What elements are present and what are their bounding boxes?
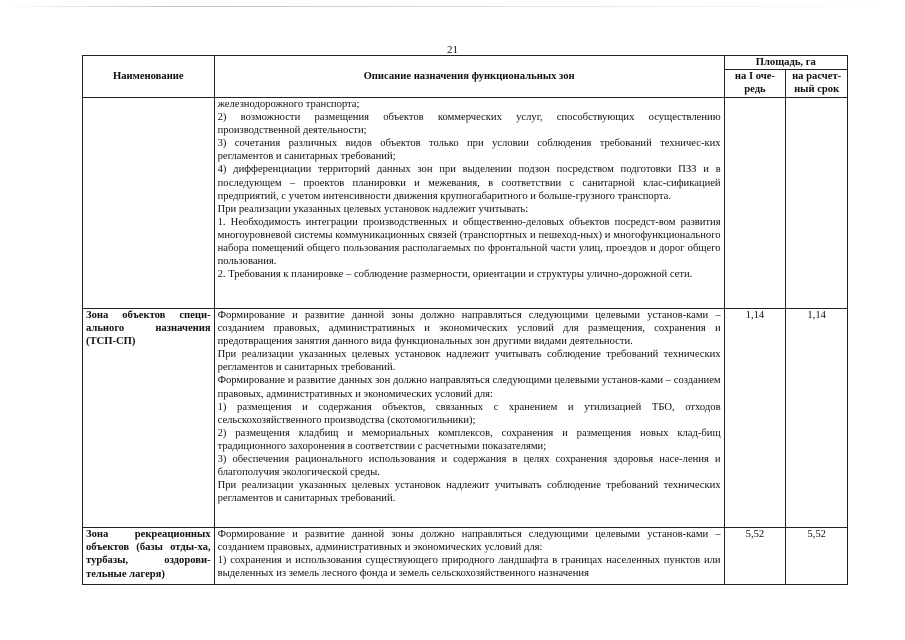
zones-table [82, 55, 848, 585]
description-paragraph: 2) размещения кладбищ и мемориальных комплексов, сохранения и размещения новых клад-бищ традиционного захоронения в соответствии с расчетными показателями; [217, 427, 721, 452]
header-area-first [724, 70, 786, 98]
description-paragraph: 3) обеспечения рационального использования и содержания в целях сохранения здоровья насе-ления и благополучия экологической среды. [217, 454, 721, 479]
row-name: Зона рекреационных объектов (базы отды-ха, турбазы, оздорови-тельные лагеря) [83, 528, 215, 585]
row-area-first: 1,14 [724, 309, 786, 528]
table-row [83, 309, 848, 528]
header-area-estimated [786, 70, 848, 98]
description-paragraph: Формирование и развитие данной зоны должно направляться следующими целевыми установ-ками – созданием правовых, административных и экономических условий для размещения, сохранения и предотвращения занятия данного вида функциональных зон другими видами деятельности. [217, 310, 721, 348]
header-description: Описание назначения функциональных зон [214, 56, 724, 98]
header-area-first-text: на I оче- редь [734, 71, 775, 95]
description-paragraph: При реализации указанных целевых установок надлежит учитывать соблюдение требований технических регламентов и санитарных требований. [217, 349, 721, 374]
page-number: 21 [447, 44, 458, 56]
row-area-estimated: 5,52 [786, 528, 848, 585]
row-area-estimated [786, 98, 848, 309]
row-name [83, 98, 215, 309]
row-area-first: 5,52 [724, 528, 786, 585]
description-paragraph: При реализации указанных целевых установок надлежит учитывать: [217, 203, 529, 215]
row-description [214, 309, 724, 528]
row-description [214, 98, 724, 309]
description-paragraph: 2. Требования к планировке – соблюдение размерности, ориентации и структуры улично-дорожной сети. [217, 269, 693, 281]
header-name: Наименование [83, 56, 215, 98]
header-area-estimated-text: на расчет- ный срок [792, 71, 842, 95]
table-row [83, 98, 848, 309]
description-paragraph: 1. Необходимость интеграции производственных и общественно-деловых объектов посредст-вом развития многоуровневой системы коммуникационных связей (транспортных и пешеход-ных) и многофункционального набора помещений общего пользования располагаемых по фронтальной части улиц, проездов и дорог общего пользования. [217, 216, 721, 268]
description-paragraph: 1) сохранения и использования существующего природного ландшафта в границах населенных пунктов или выделенных из земель лесного фонда и земель сельскохозяйственного назначения [217, 555, 721, 580]
row-area-estimated: 1,14 [786, 309, 848, 528]
row-area-first [724, 98, 786, 309]
description-paragraph: Формирование и развитие данной зоны должно направляться следующими целевыми установ-ками – созданием правовых, административных и экономических условий для: [217, 529, 721, 554]
description-paragraph: 4) дифференциации территорий данных зон при выделении подзон посредством подготовки ПЗЗ и в последующем – проектов планировки и межевания, в соответствии с санитарной клас-сификацией предприятий, с учетом интенсивности движения крупногабаритного и больше-грузного транспорта. [217, 164, 721, 202]
table-row [83, 528, 848, 585]
description-paragraph: 2) возможности размещения объектов коммерческих услуг, способствующих осуществлению производственной деятельности; [217, 112, 721, 137]
description-paragraph: При реализации указанных целевых установок надлежит учитывать соблюдение требований технических регламентов и санитарных требований. [217, 480, 721, 505]
row-description [214, 528, 724, 585]
row-name: Зона объектов специ-ального назначения (ТСП-СП) [83, 309, 215, 528]
description-paragraph: железнодорожного транспорта; [217, 99, 360, 110]
description-paragraph: 3) сочетания различных видов объектов только при условии соблюдения требований техничес-ких регламентов и санитарных требований; [217, 138, 721, 163]
description-paragraph: Формирование и развитие данных зон должно направляться следующими целевыми установ-ками – созданием правовых, административных и экономических условий для: [217, 375, 721, 400]
header-area: Площадь, га [724, 56, 847, 70]
scan-edge-line [0, 6, 905, 7]
description-paragraph: 1) размещения и содержания объектов, связанных с хранением и утилизацией ТБО, отходов сельскохозяйственного производства (скотомогильники); [217, 401, 721, 426]
